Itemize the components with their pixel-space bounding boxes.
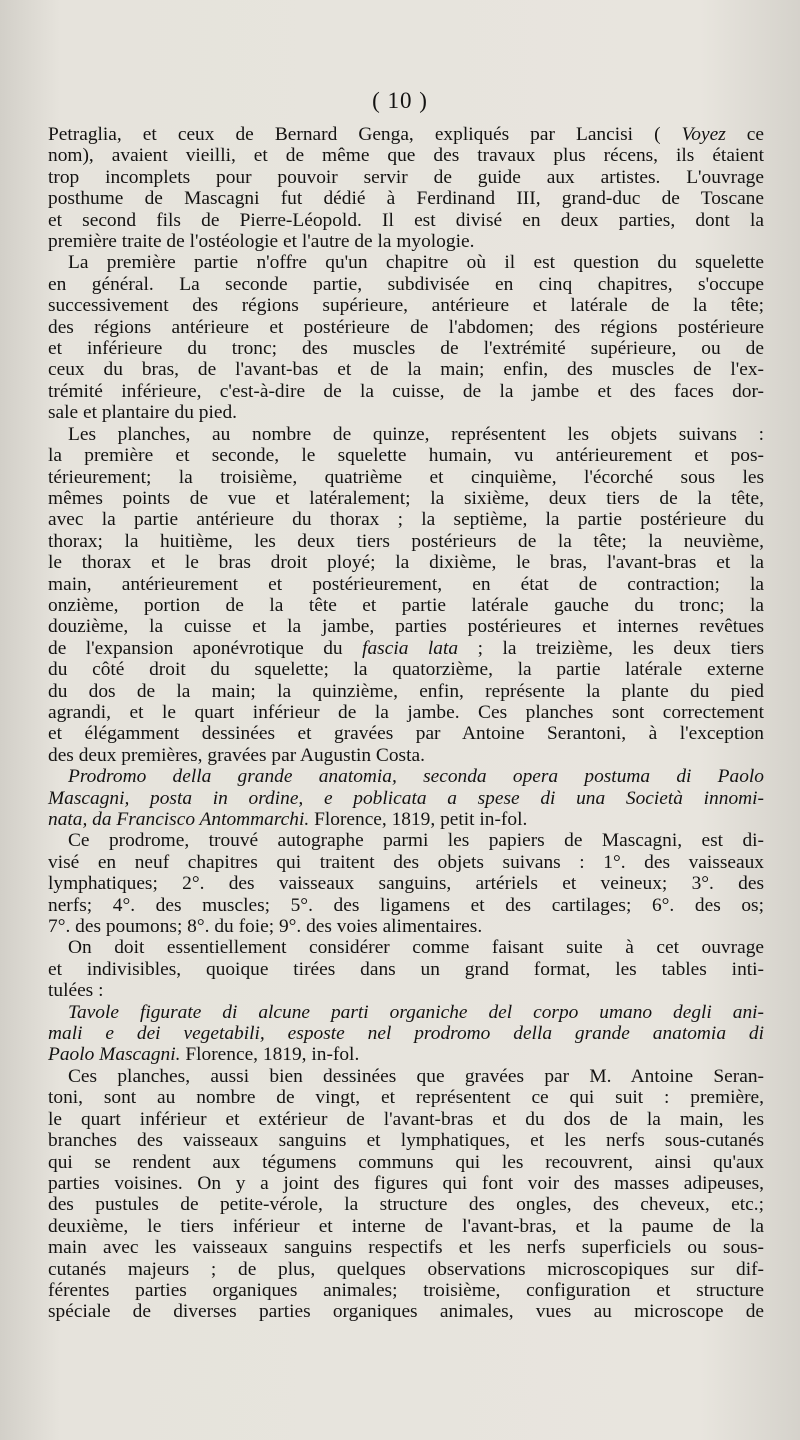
text-line: des pustules de petite-vérole, la structure des ongles, des cheveux, etc.;	[48, 1194, 764, 1216]
text-line: successivement des régions supérieure, antérieure et latérale de la tête;	[48, 295, 764, 317]
text-line: et inférieure du tronc; des muscles de l'extrémité supérieure, ou de	[48, 338, 764, 360]
text-line: des deux premières, gravées par Augustin Costa.	[48, 744, 425, 766]
text-line: toni, sont au nombre de vingt, et représentent ce qui suit : première,	[48, 1087, 764, 1109]
text-line: du dos de la main; la quinzième, enfin, représente la plante du pied	[48, 680, 764, 702]
text-line: branches des vaisseaux sanguins et lymphatiques, et les nerfs sous-cutanés	[48, 1130, 764, 1152]
body-text	[48, 124, 764, 1323]
text-line: térieurement; la troisième, quatrième et cinquième, l'écorché sous les	[48, 466, 764, 488]
text-line: férentes parties organiques animales; troisième, configuration et structure	[48, 1279, 764, 1301]
text-line: cutanés majeurs ; de plus, quelques observations microscopiques sur dif-	[48, 1258, 764, 1280]
text-line: et élégamment dessinées et gravées par Antoine Serantoni, à l'exception	[48, 723, 764, 745]
text-line: douzième, la cuisse et la jambe, parties postérieures et internes revêtues	[48, 616, 764, 638]
text-line: Petraglia, et ceux de Bernard Genga, expliqués par Lancisi ( Voyez ce	[48, 124, 765, 145]
text-line: Tavole figurate di alcune parti organiche del corpo umano degli ani-	[68, 1001, 764, 1023]
text-line: main avec les vaisseaux sanguins respectifs et les nerfs superficiels ou sous-	[48, 1237, 764, 1259]
text-line: 7°. des poumons; 8°. du foie; 9°. des voies alimentaires.	[48, 916, 483, 938]
text-line: posthume de Mascagni fut dédié à Ferdinand III, grand-duc de Toscane	[48, 188, 764, 210]
text-line: nom), avaient vieilli, et de même que des travaux plus récens, ils étaient	[48, 145, 764, 167]
text-line: et second fils de Pierre-Léopold. Il est divisé en deux parties, dont la	[48, 209, 764, 231]
text-line: Prodromo della grande anatomia, seconda opera postuma di Paolo	[68, 766, 764, 788]
text-line: sale et plantaire du pied.	[48, 402, 237, 424]
text-line: le thorax et le bras droit ployé; la dixième, le bras, l'avant-bras et la	[48, 552, 764, 574]
text-line: La première partie n'offre qu'un chapitre où il est question du squelette	[68, 252, 764, 274]
text-line: des régions antérieure et postérieure de l'abdomen; des régions postérieure	[48, 316, 764, 338]
text-line: agrandi, et le quart inférieur de la jambe. Ces planches sont correctement	[48, 701, 764, 723]
text-line: ceux du bras, de l'avant-bas et de la main; enfin, des muscles de l'ex-	[48, 359, 764, 381]
text-line: Paolo Mascagni. Florence, 1819, in-fol.	[48, 1044, 360, 1066]
text-line: Mascagni, posta in ordine, e poblicata a spese di una Società innomi-	[48, 787, 764, 809]
text-line: Ces planches, aussi bien dessinées que gravées par M. Antoine Seran-	[68, 1065, 764, 1087]
text-line: Ce prodrome, trouvé autographe parmi les papiers de Mascagni, est di-	[68, 830, 764, 852]
text-line: visé en neuf chapitres qui traitent des objets suivans : 1°. des vaisseaux	[48, 851, 764, 873]
text-line: trémité inférieure, c'est-à-dire de la cuisse, de la jambe et des faces dor-	[48, 380, 764, 402]
page-number: ( 10 )	[372, 88, 428, 113]
text-line: deuxième, le tiers inférieur et interne de l'avant-bras, et la paume de la	[48, 1215, 764, 1237]
text-line: nerfs; 4°. des muscles; 5°. des ligamens et des cartilages; 6°. des os;	[48, 894, 764, 916]
text-line: mêmes points de vue et latéralement; la sixième, deux tiers de la tête,	[48, 487, 764, 509]
text-line: parties voisines. On y a joint des figures qui font voir des masses adipeuses,	[48, 1172, 764, 1194]
text-line: main, antérieurement et postérieurement, en état de contraction; la	[48, 573, 764, 595]
text-line: onzième, portion de la tête et partie latérale gauche du tronc; la	[48, 594, 764, 616]
text-line: de l'expansion aponévrotique du fascia lata ; la treizième, les deux tiers	[48, 637, 764, 659]
text-line: spéciale de diverses parties organiques animales, vues au microscope de	[48, 1301, 764, 1323]
text-line: la première et seconde, le squelette humain, vu antérieurement et pos-	[48, 445, 764, 467]
text-line: mali e dei vegetabili, esposte nel prodromo della grande anatomia di	[48, 1023, 764, 1045]
text-line: lymphatiques; 2°. des vaisseaux sanguins, artériels et veineux; 3°. des	[48, 873, 764, 895]
text-line: du côté droit du squelette; la quatorzième, la partie latérale externe	[48, 659, 764, 681]
text-line: nata, da Francisco Antommarchi. Florence, 1819, petit in-fol.	[48, 809, 528, 830]
text-line: avec la partie antérieure du thorax ; la septième, la partie postérieure du	[48, 509, 764, 531]
text-line: première traite de l'ostéologie et l'autre de la myologie.	[48, 231, 475, 253]
text-line: en général. La seconde partie, subdivisée en cinq chapitres, s'occupe	[48, 273, 764, 295]
text-line: On doit essentiellement considérer comme faisant suite à cet ouvrage	[68, 937, 764, 959]
text-line: qui se rendent aux tégumens communs qui les recouvrent, ainsi qu'aux	[48, 1151, 764, 1173]
text-line: thorax; la huitième, les deux tiers postérieurs de la tête; la neuvième,	[48, 530, 764, 552]
text-line: tulées :	[48, 980, 104, 1002]
text-line: trop incomplets pour pouvoir servir de guide aux artistes. L'ouvrage	[48, 166, 764, 188]
text-line: et indivisibles, quoique tirées dans un grand format, les tables inti-	[48, 958, 764, 980]
text-line: le quart inférieur et extérieur de l'avant-bras et du dos de la main, les	[48, 1108, 764, 1130]
text-line: Les planches, au nombre de quinze, représentent les objets suivans :	[68, 423, 764, 445]
